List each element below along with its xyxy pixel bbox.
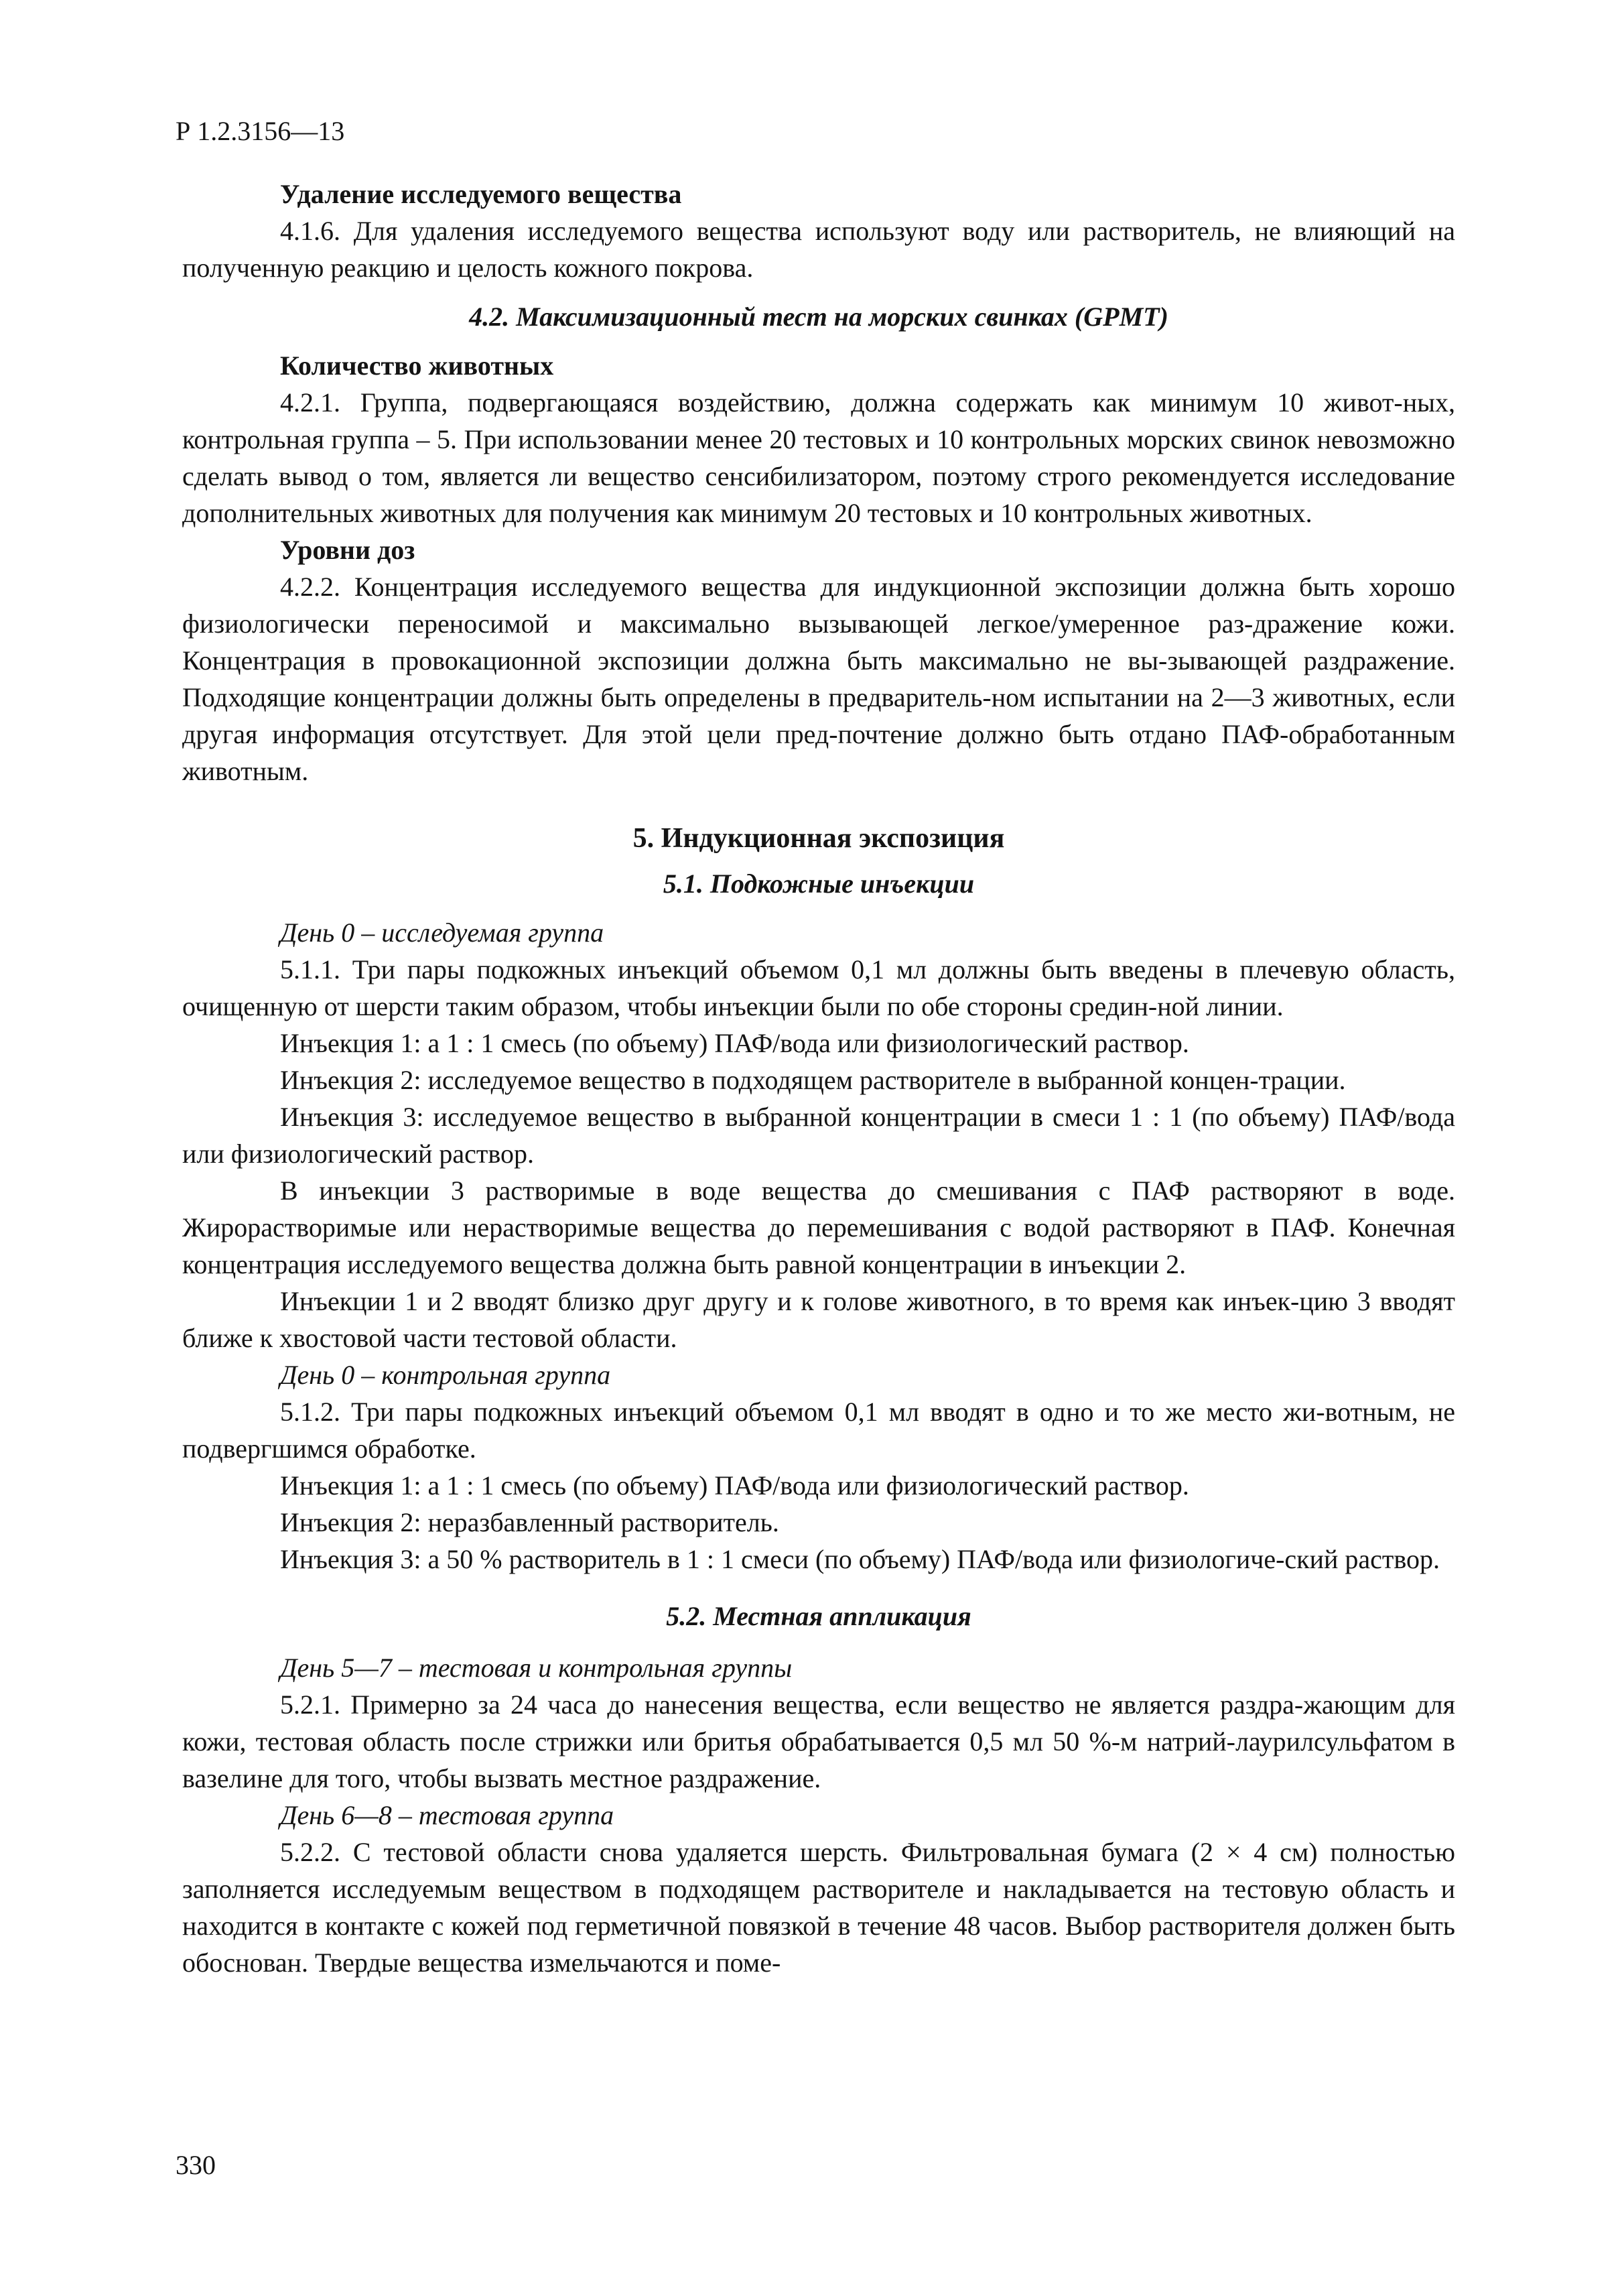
subheading-doses: Уровни доз: [280, 535, 415, 565]
paragraph-injection-placement: Инъекции 1 и 2 вводят близко друг другу и к голове животного, в то время как инъек-цию 3 вводят ближе к хвостовой части тестовой области.: [182, 1286, 1455, 1353]
paragraph-5-1-1: 5.1.1. Три пары подкожных инъекций объемом 0,1 мл должны быть введены в плечевую область, очищенную от шерсти таким образом, чтобы инъекции были по обе стороны средин-ной линии.: [182, 954, 1455, 1021]
subheading-animals: Количество животных: [280, 350, 554, 381]
paragraph-5-1-2: 5.1.2. Три пары подкожных инъекций объемом 0,1 мл вводят в одно и то же место жи-вотным, не подвергшимся обработке.: [182, 1397, 1455, 1464]
paragraph-4-1-6: 4.1.6. Для удаления исследуемого вещества используют воду или растворитель, не влияющий на полученную реакцию и целость кожного покрова.: [182, 216, 1455, 283]
paragraph-control-injection-3: Инъекция 3: а 50 % растворитель в 1 : 1 смеси (по объему) ПАФ/вода или физиологиче-ский раствор.: [280, 1544, 1440, 1574]
subheading-removal: Удаление исследуемого вещества: [280, 179, 682, 209]
paragraph-4-2-2: 4.2.2. Концентрация исследуемого вещества для индукционной экспозиции должна быть хорошо физиологически переносимой и максимально вызывающей легкое/умеренное раз-дражение кожи. Концентрация в провокационной экспозиции должна быть максимально не вы-зывающей раздражение. Подходящие концентрации должны быть определены в предваритель-ном испытании на 2—3 животных, если другая информация отсутствует. Для этой цели пред-почтение должно быть отдано ПАФ-обработанным животным.: [182, 572, 1455, 786]
paragraph-injection-3: Инъекция 3: исследуемое вещество в выбранной концентрации в смеси 1 : 1 (по объему) ПАФ/вода или физиологический раствор.: [182, 1102, 1455, 1169]
paragraph-4-2-1: 4.2.1. Группа, подвергающаяся воздействию, должна содержать как минимум 10 живот-ных, контрольная группа – 5. При использовании менее 20 тестовых и 10 контрольных морских свинок невозможно сделать вывод о том, является ли вещество сенсибилизатором, поэтому строго рекомендуется исследование дополнительных животных для получения как минимум 20 тестовых и 10 контрольных животных.: [182, 387, 1455, 528]
paragraph-5-2-2: 5.2.2. С тестовой области снова удаляется шерсть. Фильтровальная бумага (2 × 4 см) полностью заполняется исследуемым веществом в подходящем растворителе и накладывается на тестовую область и находится в контакте с кожей под герметичной повязкой в течение 48 часов. Выбор растворителя должен быть обоснован. Твердые вещества измельчаются и поме-: [182, 1837, 1455, 1978]
paragraph-control-injection-1: Инъекция 1: а 1 : 1 смесь (по объему) ПАФ/вода или физиологический раствор.: [280, 1470, 1189, 1501]
label-day5-7: День 5—7 – тестовая и контрольная группы: [280, 1653, 793, 1683]
paragraph-injection-1: Инъекция 1: а 1 : 1 смесь (по объему) ПАФ/вода или физиологический раствор.: [280, 1028, 1189, 1058]
label-day6-8: День 6—8 – тестовая группа: [280, 1800, 614, 1830]
document-body: [182, 176, 1455, 1981]
paragraph-control-injection-2: Инъекция 2: неразбавленный растворитель.: [280, 1507, 779, 1537]
paragraph-injection-3-note: В инъекции 3 растворимые в воде вещества до смешивания с ПАФ растворяют в воде. Жирорастворимые или нерастворимые вещества до перемешивания с водой растворяют в ПАФ. Конечная концентрация исследуемого вещества должна быть равной концентрации в инъекции 2.: [182, 1175, 1455, 1279]
section-heading-5-1: 5.1. Подкожные инъекции: [663, 869, 975, 899]
label-day0-control: День 0 – контрольная группа: [280, 1360, 611, 1390]
section-heading-4-2: 4.2. Максимизационный тест на морских свинках (GPMT): [469, 302, 1168, 332]
paragraph-5-2-1: 5.2.1. Примерно за 24 часа до нанесения вещества, если вещество не является раздра-жающим для кожи, тестовая область после стрижки или бритья обрабатывается 0,5 мл 50 %-м натрий-лаурилсульфатом в вазелине для того, чтобы вызвать местное раздражение.: [182, 1689, 1455, 1793]
section-heading-5: 5. Индукционная экспозиция: [632, 823, 1005, 854]
label-day0-test: День 0 – исследуемая группа: [280, 917, 604, 948]
paragraph-injection-2: Инъекция 2: исследуемое вещество в подходящем растворителе в выбранной концен-трации.: [280, 1065, 1346, 1095]
document-code: Р 1.2.3156—13: [176, 116, 345, 146]
section-heading-5-2: 5.2. Местная аппликация: [666, 1601, 971, 1631]
page-number: 330: [176, 2150, 216, 2180]
